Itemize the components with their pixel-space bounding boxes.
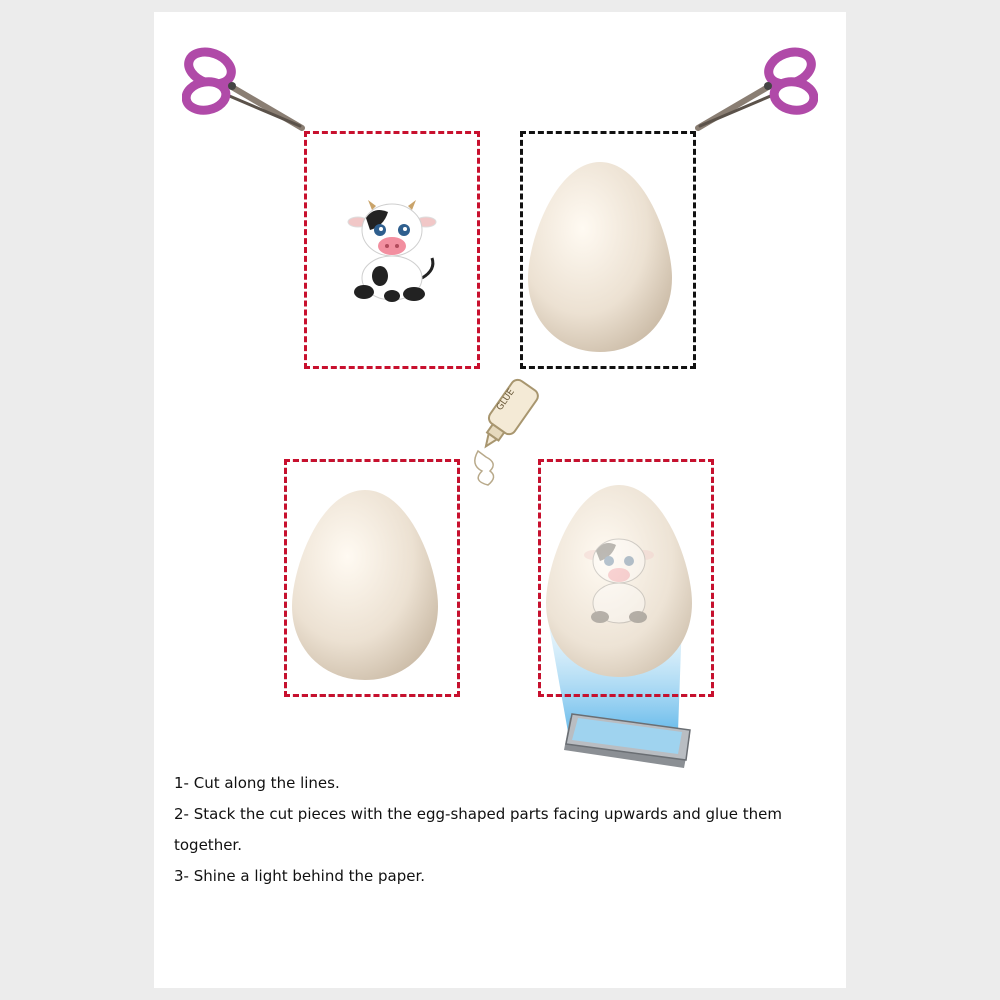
cow-illustration <box>344 196 440 304</box>
glue-bottle-icon <box>458 373 542 489</box>
egg-illustration-lit <box>544 483 694 679</box>
egg-illustration-bottom-left <box>290 488 440 682</box>
scissors-right-icon <box>694 46 818 132</box>
instruction-step-1: 1- Cut along the lines. <box>174 774 340 792</box>
instructions-list <box>174 768 854 892</box>
scissors-left-icon <box>182 46 306 132</box>
egg-illustration-top <box>526 160 674 354</box>
phone-flashlight-icon <box>560 712 696 770</box>
instruction-step-2: 2- Stack the cut pieces with the egg-shaped parts facing upwards and glue them together. <box>174 805 782 854</box>
glue-label: GLUE <box>494 387 517 413</box>
instruction-step-3: 3- Shine a light behind the paper. <box>174 867 426 885</box>
